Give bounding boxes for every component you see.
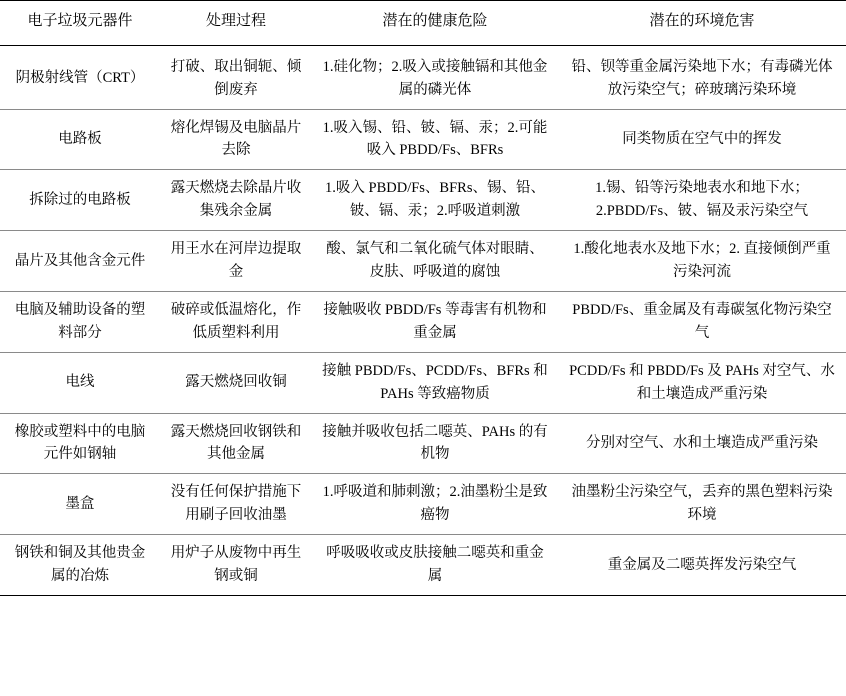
cell-component: 墨盒 (65, 495, 95, 512)
cell-environment: PCDD/Fs 和 PBDD/Fs 及 PAHs 对空气、水和土壤造成严重污染 (569, 362, 835, 402)
column-header-health: 潜在的健康危险 (382, 13, 488, 29)
table-row (0, 170, 846, 231)
cell-process: 露天燃烧回收铜 (185, 374, 287, 391)
table-body (0, 45, 846, 595)
cell-process: 打破、取出铜轭、倾倒废弃 (170, 58, 302, 98)
cell-health: 接触并吸收包括二噁英、PAHs 的有机物 (322, 423, 548, 463)
cell-component: 电线 (65, 374, 95, 391)
table-row (0, 231, 846, 292)
cell-environment: 分别对空气、水和土壤造成严重污染 (586, 435, 818, 452)
cell-component: 橡胶或塑料中的电脑元件如钢轴 (14, 423, 146, 463)
table-row (0, 109, 846, 170)
cell-environment: 1.锡、铅等污染地表水和地下水；2.PBDD/Fs、铍、镉及汞污染空气 (595, 180, 809, 220)
table-row (0, 45, 846, 109)
cell-process: 破碎或低温熔化，作低质塑料利用 (170, 301, 302, 341)
cell-process: 用炉子从废物中再生钢或铜 (170, 545, 302, 585)
column-header-component: 电子垃圾元器件 (27, 13, 133, 29)
cell-environment: 油墨粉尘污染空气，丢弃的黑色塑料污染环境 (571, 484, 833, 524)
cell-health: 1.呼吸道和肺刺激；2.油墨粉尘是致癌物 (322, 484, 548, 524)
table-row (0, 474, 846, 535)
table-row (0, 352, 846, 413)
column-header-environment: 潜在的环境危害 (649, 13, 755, 29)
cell-health: 1.吸入锡、铅、铍、镉、汞；2.可能吸入 PBDD/Fs、BFRs (322, 119, 548, 159)
cell-health: 接触吸收 PBDD/Fs 等毒害有机物和重金属 (323, 301, 547, 341)
column-header-process: 处理过程 (205, 13, 266, 29)
cell-component: 电脑及辅助设备的塑料部分 (14, 301, 146, 341)
cell-health: 酸、氯气和二氧化硫气体对眼睛、皮肤、呼吸道的腐蚀 (326, 241, 544, 281)
cell-component: 钢铁和铜及其他贵金属的冶炼 (14, 545, 146, 585)
cell-component: 电路板 (58, 130, 102, 147)
cell-component: 晶片及其他含金元件 (14, 252, 146, 269)
cell-environment: 1.酸化地表水及地下水；2. 直接倾倒严重污染河流 (573, 241, 831, 281)
table-header (0, 1, 846, 46)
cell-environment: 重金属及二噁英挥发污染空气 (607, 556, 797, 573)
cell-process: 用王水在河岸边提取金 (170, 241, 302, 281)
cell-health: 1.硅化物；2.吸入或接触镉和其他金属的磷光体 (322, 58, 548, 98)
cell-environment: 同类物质在空气中的挥发 (622, 130, 782, 147)
cell-environment: PBDD/Fs、重金属及有毒碳氢化物污染空气 (572, 301, 832, 341)
cell-process: 露天燃烧回收钢铁和其他金属 (170, 423, 302, 463)
table-row (0, 413, 846, 474)
cell-health: 1.吸入 PBDD/Fs、BFRs、锡、铅、铍、镉、汞；2.呼吸道刺激 (325, 180, 545, 220)
cell-component: 阴极射线管（CRT） (15, 70, 145, 87)
cell-component: 拆除过的电路板 (29, 191, 131, 208)
table-row (0, 291, 846, 352)
table-row (0, 535, 846, 596)
cell-process: 露天燃烧去除晶片收集残余金属 (170, 180, 302, 220)
cell-health: 呼吸吸收或皮肤接触二噁英和重金属 (326, 545, 544, 585)
cell-process: 熔化焊锡及电脑晶片去除 (170, 119, 302, 159)
table-header-row (0, 1, 846, 46)
cell-environment: 铅、钡等重金属污染地下水；有毒磷光体放污染空气；碎玻璃污染环境 (571, 58, 833, 98)
cell-process: 没有任何保护措施下用刷子回收油墨 (170, 484, 302, 524)
cell-health: 接触 PBDD/Fs、PCDD/Fs、BFRs 和 PAHs 等致癌物质 (322, 362, 548, 402)
